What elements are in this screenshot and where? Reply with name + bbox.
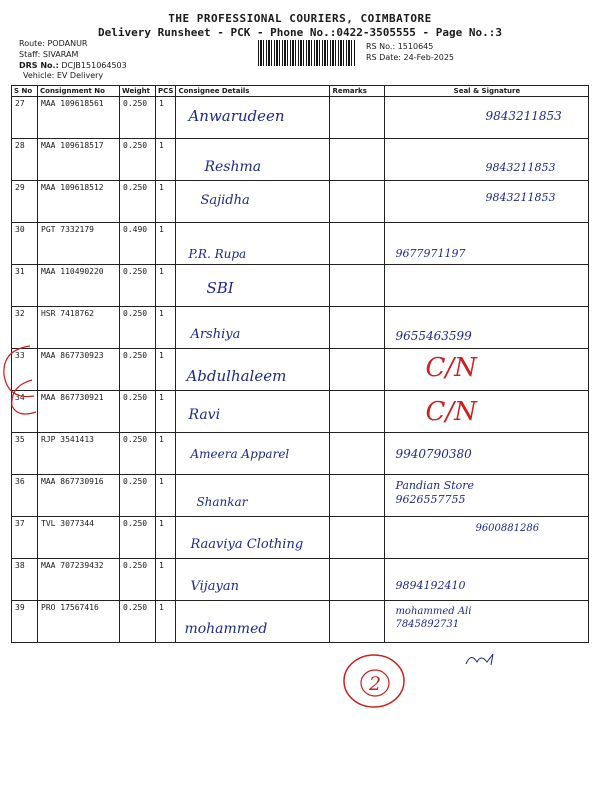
row-consignment-no: RJP 3541413: [38, 433, 120, 475]
row-sno: 32: [12, 307, 38, 349]
row-seal-signature: 9940790380: [395, 447, 472, 461]
row-consignment-no: MAA 109618517: [38, 139, 120, 181]
row-seal-signature: 9600881286: [475, 523, 540, 534]
col-pcs: PCS: [156, 86, 176, 97]
row-weight: 0.490: [120, 223, 156, 265]
row-consignee-cell: [176, 391, 330, 433]
row-remarks: [330, 223, 385, 265]
row-remarks: [330, 349, 385, 391]
table-row: [12, 559, 589, 601]
row-remarks: [330, 391, 385, 433]
row-sno: 33: [12, 349, 38, 391]
row-seal-cell: [385, 139, 589, 181]
row-consignment-no: PGT 7332179: [38, 223, 120, 265]
row-seal-signature: 9843211853: [485, 161, 556, 174]
row-consignee-cell: [176, 517, 330, 559]
rs-no-line: [366, 42, 433, 51]
col-remarks: Remarks: [330, 86, 385, 97]
row-remarks: [330, 559, 385, 601]
row-remarks: [330, 601, 385, 643]
table-row: [12, 139, 589, 181]
drs-value: DCJB151064503: [61, 61, 127, 70]
rs-date-line: [366, 53, 454, 62]
row-pcs: 1: [156, 307, 176, 349]
row-consignee-handwriting: Shankar: [196, 495, 248, 509]
row-seal-cell: [385, 517, 589, 559]
row-sno: 38: [12, 559, 38, 601]
drs-label: DRS No.:: [19, 61, 59, 70]
row-pcs: 1: [156, 181, 176, 223]
row-seal-cell: [385, 349, 589, 391]
row-remarks: [330, 433, 385, 475]
row-consignee-handwriting: Ameera Apparel: [190, 447, 290, 461]
row-sno: 27: [12, 97, 38, 139]
row-consignee-handwriting: P.R. Rupa: [188, 247, 247, 261]
row-weight: 0.250: [120, 97, 156, 139]
row-weight: 0.250: [120, 139, 156, 181]
row-consignment-no: PRO 17567416: [38, 601, 120, 643]
row-consignee-cell: [176, 181, 330, 223]
circled-number-mark: [340, 648, 412, 710]
row-seal-cell: [385, 559, 589, 601]
table-row: [12, 601, 589, 643]
row-consignment-no: MAA 707239432: [38, 559, 120, 601]
row-seal-signature: 9894192410: [395, 579, 466, 592]
staff-line: [19, 50, 78, 59]
row-consignment-no: MAA 867730921: [38, 391, 120, 433]
row-sno: 34: [12, 391, 38, 433]
row-seal-signature: 9843211853: [485, 191, 556, 204]
staff-value: SIVARAM: [42, 50, 79, 59]
row-weight: 0.250: [120, 391, 156, 433]
row-pcs: 1: [156, 223, 176, 265]
row-seal-signature: C/N: [425, 397, 477, 427]
row-sno: 31: [12, 265, 38, 307]
vehicle-label: Vehicle:: [23, 71, 55, 80]
row-consignment-no: TVL 3077344: [38, 517, 120, 559]
col-weight: Weight: [120, 86, 156, 97]
row-remarks: [330, 181, 385, 223]
row-weight: 0.250: [120, 601, 156, 643]
row-seal-cell: [385, 181, 589, 223]
table-row: [12, 349, 589, 391]
row-seal-signature: 9655463599: [395, 329, 472, 343]
row-seal-cell: [385, 265, 589, 307]
row-pcs: 1: [156, 265, 176, 307]
row-consignment-no: MAA 109618512: [38, 181, 120, 223]
row-seal-signature: 9843211853: [485, 109, 562, 123]
row-consignee-handwriting: Raaviya Clothing: [190, 537, 304, 552]
row-consignee-handwriting: Ravi: [188, 407, 221, 423]
row-consignee-cell: [176, 223, 330, 265]
row-consignee-cell: [176, 349, 330, 391]
table-row: [12, 307, 589, 349]
red-margin-circle: [0, 340, 40, 420]
vehicle-line: [23, 71, 103, 80]
row-weight: 0.250: [120, 475, 156, 517]
table-header: [12, 86, 589, 97]
row-remarks: [330, 139, 385, 181]
row-consignee-handwriting: mohammed: [184, 621, 268, 637]
row-remarks: [330, 475, 385, 517]
table-row: [12, 517, 589, 559]
row-pcs: 1: [156, 97, 176, 139]
row-consignee-handwriting: Anwarudeen: [188, 107, 285, 125]
row-seal-cell: [385, 433, 589, 475]
runsheet-title: Delivery Runsheet - PCK - Phone No.:0422-3505555 - Page No.:3: [98, 26, 502, 39]
row-seal-cell: [385, 391, 589, 433]
row-consignee-handwriting: Sajidha: [200, 193, 250, 208]
route-label: Route:: [19, 39, 45, 48]
row-weight: 0.250: [120, 181, 156, 223]
row-consignment-no: MAA 867730916: [38, 475, 120, 517]
row-consignment-no: MAA 867730923: [38, 349, 120, 391]
row-seal-cell: [385, 223, 589, 265]
row-pcs: 1: [156, 391, 176, 433]
row-sno: 29: [12, 181, 38, 223]
row-consignee-handwriting: Reshma: [204, 159, 262, 175]
table-row: [12, 475, 589, 517]
row-consignee-handwriting: Arshiya: [190, 327, 241, 342]
row-pcs: 1: [156, 601, 176, 643]
drs-line: [19, 61, 127, 70]
row-seal-cell: [385, 601, 589, 643]
row-seal-cell: [385, 307, 589, 349]
row-sno: 28: [12, 139, 38, 181]
table-row: [12, 181, 589, 223]
row-pcs: 1: [156, 433, 176, 475]
rs-date-value: 24-Feb-2025: [403, 53, 455, 62]
row-seal-signature: C/N: [425, 353, 477, 383]
row-sno: 36: [12, 475, 38, 517]
row-sno: 30: [12, 223, 38, 265]
row-consignment-no: HSR 7418762: [38, 307, 120, 349]
row-remarks: [330, 307, 385, 349]
row-seal-signature: Pandian Store 9626557755: [395, 479, 475, 507]
row-consignee-cell: [176, 601, 330, 643]
col-consignee: Consignee Details: [176, 86, 330, 97]
rs-no-label: RS No.:: [366, 42, 396, 51]
company-title: THE PROFESSIONAL COURIERS, COIMBATORE: [168, 12, 432, 25]
row-consignee-cell: [176, 475, 330, 517]
row-pcs: 1: [156, 475, 176, 517]
row-weight: 0.250: [120, 307, 156, 349]
row-seal-signature: 9677971197: [395, 247, 466, 260]
rs-date-label: RS Date:: [366, 53, 401, 62]
row-weight: 0.250: [120, 517, 156, 559]
barcode: [258, 40, 356, 66]
row-consignee-cell: [176, 139, 330, 181]
row-weight: 0.250: [120, 559, 156, 601]
route-line: [19, 39, 87, 48]
table-row: [12, 433, 589, 475]
row-weight: 0.250: [120, 433, 156, 475]
row-seal-signature: mohammed Ali 7845892731: [395, 606, 472, 630]
rs-no-value: 1510645: [397, 42, 434, 51]
row-pcs: 1: [156, 559, 176, 601]
staff-label: Staff:: [19, 50, 41, 59]
row-consignee-handwriting: SBI: [206, 279, 234, 297]
table-row: [12, 265, 589, 307]
route-value: PODANUR: [47, 39, 88, 48]
table-row: [12, 97, 589, 139]
row-consignment-no: MAA 109618561: [38, 97, 120, 139]
row-sno: 35: [12, 433, 38, 475]
table-row: [12, 223, 589, 265]
col-consignment: Consignment No: [38, 86, 120, 97]
circled-number: 2: [369, 673, 382, 695]
row-consignee-handwriting: Abdulhaleem: [186, 367, 287, 385]
runsheet-table: [11, 85, 589, 643]
row-sno: 37: [12, 517, 38, 559]
row-consignee-cell: [176, 307, 330, 349]
col-sno: S No: [12, 86, 38, 97]
vehicle-value: EV Delivery: [56, 71, 104, 80]
row-consignee-cell: [176, 97, 330, 139]
table-row: [12, 391, 589, 433]
row-pcs: 1: [156, 349, 176, 391]
row-remarks: [330, 265, 385, 307]
row-pcs: 1: [156, 517, 176, 559]
row-remarks: [330, 97, 385, 139]
row-seal-cell: [385, 97, 589, 139]
row-remarks: [330, 517, 385, 559]
row-weight: 0.250: [120, 265, 156, 307]
row-seal-cell: [385, 475, 589, 517]
initial-scribble: [463, 650, 503, 670]
row-consignee-cell: [176, 559, 330, 601]
row-consignee-handwriting: Vijayan: [190, 579, 240, 594]
row-consignee-cell: [176, 433, 330, 475]
row-consignment-no: MAA 110490220: [38, 265, 120, 307]
row-sno: 39: [12, 601, 38, 643]
col-seal: Seal & Signature: [385, 86, 589, 97]
row-consignee-cell: [176, 265, 330, 307]
row-weight: 0.250: [120, 349, 156, 391]
row-pcs: 1: [156, 139, 176, 181]
